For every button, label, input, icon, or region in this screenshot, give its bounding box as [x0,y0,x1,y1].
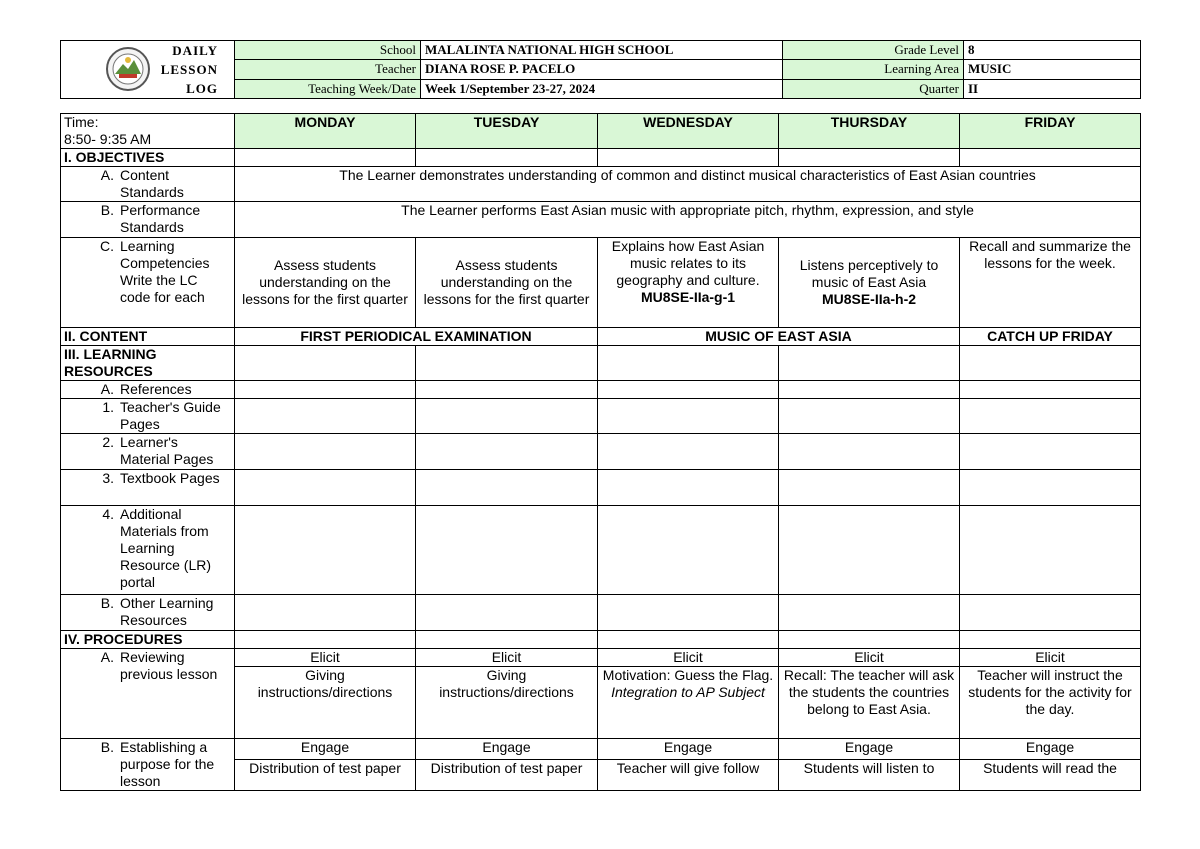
day-header: THURSDAY [779,114,960,149]
content-music: MUSIC OF EAST ASIA [598,328,960,346]
empty-cell [235,399,416,434]
item-number: B. [100,739,114,755]
content-catchup: CATCH UP FRIDAY [960,328,1141,346]
learning-competencies-label [61,238,235,328]
empty-cell [779,434,960,470]
activity-cell [598,667,779,739]
competency-text: Assess students understanding on the lessons for the first quarter [423,257,590,307]
empty-cell [960,399,1141,434]
time-label: Time: [64,114,99,130]
quarter-value: II [964,79,1141,98]
item-label: Additional Materials from Learning Resource (LR) portal [120,506,212,590]
day-header: TUESDAY [416,114,598,149]
item-label: Teacher's Guide Pages [120,399,221,432]
dll-title-line: LESSON [160,62,218,77]
teachers-guide-label [61,399,235,434]
item-number: A. [100,167,114,183]
item-number: B. [100,595,114,611]
performance-standards-label [61,202,235,238]
day-header: MONDAY [235,114,416,149]
time-cell [61,114,235,149]
competency-text: Listens perceptively to music of East Asia [799,257,939,290]
grade-label: Grade Level [783,41,964,60]
competency-cell [960,238,1141,328]
item-number: B. [100,202,114,218]
section-resources [61,346,235,381]
section-content: II. CONTENT [61,328,235,346]
phase-cell: Elicit [416,649,598,667]
content-standards-text: The Learner demonstrates understanding of common and distinct musical characteristics of East Asian countries [235,167,1141,202]
competency-code: MU8SE-IIa-h-2 [821,291,917,307]
phase-cell: Engage [416,739,598,760]
phase-cell: Elicit [960,649,1141,667]
establishing-purpose-label [61,739,235,791]
item-number: 2. [102,434,114,450]
empty-cell [416,434,598,470]
activity-cell: Teacher will instruct the students for the activity for the day. [960,667,1141,739]
competency-text: Assess students understanding on the lessons for the first quarter [242,257,408,307]
empty-cell [235,595,416,631]
quarter-label: Quarter [783,79,964,98]
empty-cell [598,149,779,167]
lesson-log-table [60,113,1141,791]
empty-cell [779,595,960,631]
empty-cell [235,434,416,470]
empty-cell [960,506,1141,595]
empty-cell [598,399,779,434]
activity-cell: Recall: The teacher will ask the students the countries belong to East Asia. [779,667,960,739]
empty-cell [235,381,416,399]
empty-cell [416,595,598,631]
day-header: FRIDAY [960,114,1141,149]
item-number: 1. [102,399,114,415]
competency-code: MU8SE-IIa-g-1 [640,289,736,305]
item-number: 3. [102,470,114,486]
section-procedures: IV. PROCEDURES [61,631,235,649]
item-label: Learner's Material Pages [120,434,214,467]
week-label: Teaching Week/Date [235,79,421,98]
empty-cell [416,631,598,649]
competency-text: Explains how East Asian music relates to its geography and culture. [611,238,765,288]
empty-cell [416,506,598,595]
integration-note: Integration to AP Subject [611,684,765,700]
empty-cell [598,595,779,631]
item-number: A. [100,381,114,397]
empty-cell [598,346,779,381]
activity-cell: Students will listen to [779,760,960,791]
teacher-label: Teacher [235,60,421,79]
competency-cell [416,238,598,328]
dll-title-line: LOG [186,81,218,96]
phase-cell: Engage [960,739,1141,760]
item-label: Performance Standards [120,202,201,235]
empty-cell [960,631,1141,649]
empty-cell [416,149,598,167]
phase-cell: Engage [779,739,960,760]
area-label: Learning Area [783,60,964,79]
phase-cell: Elicit [598,649,779,667]
empty-cell [416,399,598,434]
school-seal-icon [105,46,151,92]
phase-cell: Engage [598,739,779,760]
empty-cell [235,149,416,167]
phase-cell: Elicit [779,649,960,667]
empty-cell [235,506,416,595]
activity-cell: Distribution of test paper [416,760,598,791]
empty-cell [598,631,779,649]
empty-cell [960,434,1141,470]
school-label: School [235,41,421,60]
competency-cell [235,238,416,328]
references-label [61,381,235,399]
learners-material-label [61,434,235,470]
activity-cell: Giving instructions/directions [416,667,598,739]
empty-cell [416,346,598,381]
item-label: Textbook Pages [120,470,220,486]
item-label: Other Learning Resources [120,595,214,628]
empty-cell [960,381,1141,399]
empty-cell [779,346,960,381]
competency-cell [779,238,960,328]
competency-cell [598,238,779,328]
textbook-label [61,470,235,506]
empty-cell [416,470,598,506]
time-value: 8:50- 9:35 AM [64,131,152,147]
empty-cell [598,470,779,506]
school-value: MALALINTA NATIONAL HIGH SCHOOL [421,41,783,60]
phase-cell: Engage [235,739,416,760]
empty-cell [235,631,416,649]
teacher-value: DIANA ROSE P. PACELO [421,60,783,79]
item-number: 4. [102,506,114,522]
empty-cell [779,381,960,399]
performance-standards-text: The Learner performs East Asian music with appropriate pitch, rhythm, expression, and style [235,202,1141,238]
activity-cell: Teacher will give follow [598,760,779,791]
header-table [60,40,1141,99]
dll-title-line: DAILY [172,43,218,58]
activity-cell: Distribution of test paper [235,760,416,791]
empty-cell [779,399,960,434]
item-label: Content Standards [120,167,184,200]
week-value: Week 1/September 23-27, 2024 [421,79,783,98]
empty-cell [598,506,779,595]
reviewing-label [61,649,235,739]
empty-cell [235,346,416,381]
empty-cell [960,346,1141,381]
empty-cell [235,470,416,506]
empty-cell [416,381,598,399]
empty-cell [598,381,779,399]
item-label: Learning Competencies Write the LC code for each [120,238,210,305]
empty-cell [779,149,960,167]
empty-cell [960,595,1141,631]
empty-cell [779,506,960,595]
day-header: WEDNESDAY [598,114,779,149]
item-label: References [120,381,192,397]
section-resources-label: III. LEARNING RESOURCES [64,346,157,379]
content-standards-label [61,167,235,202]
phase-cell: Elicit [235,649,416,667]
grade-value: 8 [964,41,1141,60]
item-label: Reviewing previous lesson [120,649,218,682]
dll-brand-cell [61,41,235,99]
empty-cell [598,434,779,470]
empty-cell [779,631,960,649]
empty-cell [779,470,960,506]
activity-cell: Students will read the [960,760,1141,791]
content-exam: FIRST PERIODICAL EXAMINATION [235,328,598,346]
additional-materials-label [61,506,235,595]
item-number: A. [100,649,114,665]
activity-text: Motivation: Guess the Flag. [602,667,774,683]
item-number: C. [100,238,114,254]
empty-cell [960,470,1141,506]
item-label: Establishing a purpose for the lesson [120,739,215,789]
section-objectives: I. OBJECTIVES [61,149,235,167]
empty-cell [960,149,1141,167]
competency-text: Recall and summarize the lessons for the week. [969,238,1131,271]
other-resources-label [61,595,235,631]
activity-cell: Giving instructions/directions [235,667,416,739]
area-value: MUSIC [964,60,1141,79]
